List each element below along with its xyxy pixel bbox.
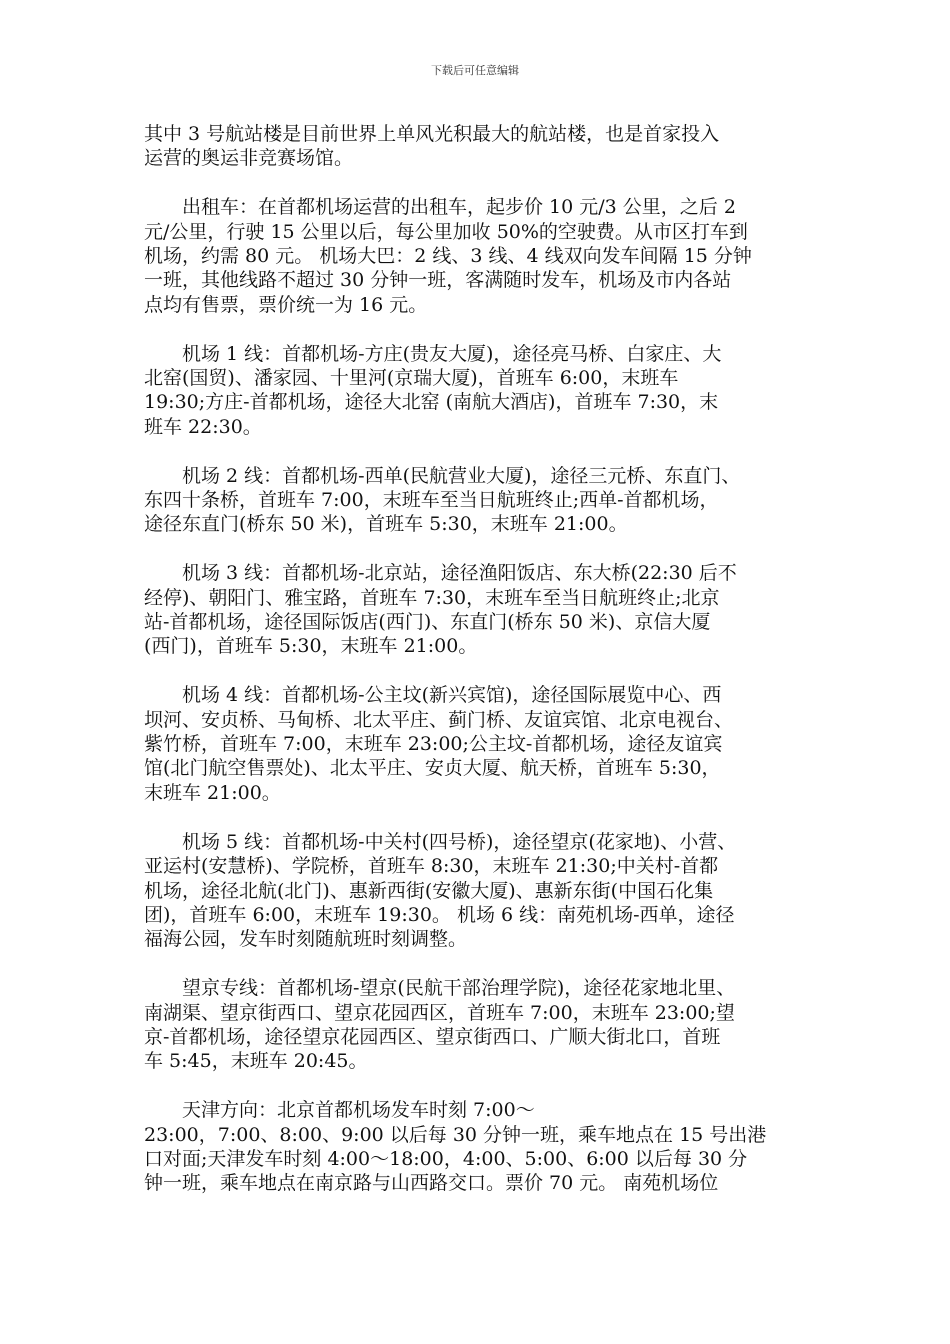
paragraph-line-2 [144, 464, 812, 537]
text-line: 亚运村(安慧桥)、学院桥，首班车 8:30，末班车 21:30;中关村-首都 [144, 855, 719, 878]
text-line: 天津方向：北京首都机场发车时刻 7:00～ [144, 1099, 535, 1122]
text-line: 京-首都机场，途径望京花园西区、望京街西口、广顺大街北口，首班 [144, 1025, 721, 1048]
text-line: 机场 3 线：首都机场-北京站，途径渔阳饭店、东大桥(22:30 后不 [144, 562, 737, 585]
paragraph-tianjin [144, 1098, 812, 1196]
paragraph-terminal-3 [144, 122, 812, 171]
text-line: 点均有售票，票价统一为 16 元。 [144, 293, 428, 316]
text-line: 机场 5 线：首都机场-中关村(四号桥)，途径望京(花家地)、小营、 [144, 830, 737, 853]
text-line: 19:30;方庄-首都机场，途径大北窑 (南航大酒店)，首班车 7:30，末 [144, 391, 719, 414]
text-line: 望京专线：首都机场-望京(民航干部治理学院)，途径花家地北里、 [144, 977, 736, 1000]
text-line: 机场 2 线：首都机场-西单(民航营业大厦)，途径三元桥、东直门、 [144, 464, 741, 487]
text-line: 口对面;天津发车时刻 4:00～18:00，4:00、5:00、6:00 以后每 30 分 [144, 1147, 748, 1170]
text-line: 南湖渠、望京街西口、望京花园西区，首班车 7:00，末班车 23:00;望 [144, 1001, 735, 1024]
text-line: 一班，其他线路不超过 30 分钟一班，客满随时发车，机场及市内各站 [144, 269, 732, 292]
text-line: 班车 22:30。 [144, 415, 262, 438]
document-body [144, 122, 812, 1220]
text-line: 机场 4 线：首都机场-公主坟(新兴宾馆)，途径国际展览中心、西 [144, 684, 722, 707]
text-line: 团)，首班车 6:00，末班车 19:30。 机场 6 线：南苑机场-西单，途径 [144, 903, 735, 926]
paragraph-taxi [144, 195, 812, 317]
paragraph-line-4 [144, 683, 812, 805]
text-line: 车 5:45，末班车 20:45。 [144, 1050, 368, 1073]
text-line: 经停)、朝阳门、雅宝路，首班车 7:30，末班车至当日航班终止;北京 [144, 586, 720, 609]
text-line: 运营的奥运非竞赛场馆。 [144, 147, 354, 170]
paragraph-line-3 [144, 561, 812, 659]
text-line: 机场，约需 80 元。 机场大巴：2 线、3 线、4 线双向发车间隔 15 分钟 [144, 245, 752, 268]
text-line: 元/公里，行驶 15 公里以后，每公里加收 50%的空驶费。从市区打车到 [144, 220, 748, 243]
paragraph-wangjing-line [144, 976, 812, 1074]
text-line: 北窑(国贸)、潘家园、十里河(京瑞大厦)，首班车 6:00，末班车 [144, 367, 679, 390]
text-line: 机场 1 线：首都机场-方庄(贵友大厦)，途径亮马桥、白家庄、大 [144, 342, 722, 365]
text-line: 机场，途径北航(北门)、惠新西街(安徽大厦)、惠新东街(中国石化集 [144, 879, 714, 902]
text-line: 东四十条桥，首班车 7:00，末班车至当日航班终止;西单-首都机场， [144, 489, 719, 512]
text-line: 站-首都机场，途径国际饭店(西门)、东直门(桥东 50 米)、京信大厦 [144, 611, 711, 634]
text-line: 紫竹桥，首班车 7:00，末班车 23:00;公主坟-首都机场，途径友谊宾 [144, 733, 723, 756]
paragraph-line-1 [144, 342, 812, 440]
text-line: 其中 3 号航站楼是目前世界上单风光积最大的航站楼，也是首家投入 [144, 123, 720, 145]
text-line: 23:00，7:00、8:00、9:00 以后每 30 分钟一班，乘车地点在 15 号出港 [144, 1123, 767, 1146]
page-header: 下载后可任意编辑 [431, 64, 519, 77]
text-line: 馆(北门航空售票处)、北太平庄、安贞大厦、航天桥，首班车 5:30， [144, 757, 721, 780]
text-line: 钟一班，乘车地点在南京路与山西路交口。票价 70 元。 南苑机场位 [144, 1172, 719, 1195]
paragraph-line-5 [144, 830, 812, 952]
text-line: 福海公园，发车时刻随航班时刻调整。 [144, 928, 468, 951]
text-line: 坝河、安贞桥、马甸桥、北太平庄、蓟门桥、友谊宾馆、北京电视台、 [144, 708, 734, 731]
text-line: 末班车 21:00。 [144, 781, 281, 804]
text-line: 途径东直门(桥东 50 米)，首班车 5:30，末班车 21:00。 [144, 513, 628, 536]
text-line: 出租车：在首都机场运营的出租车，起步价 10 元/3 公里，之后 2 [144, 196, 736, 219]
text-line: (西门)，首班车 5:30，末班车 21:00。 [144, 635, 478, 658]
